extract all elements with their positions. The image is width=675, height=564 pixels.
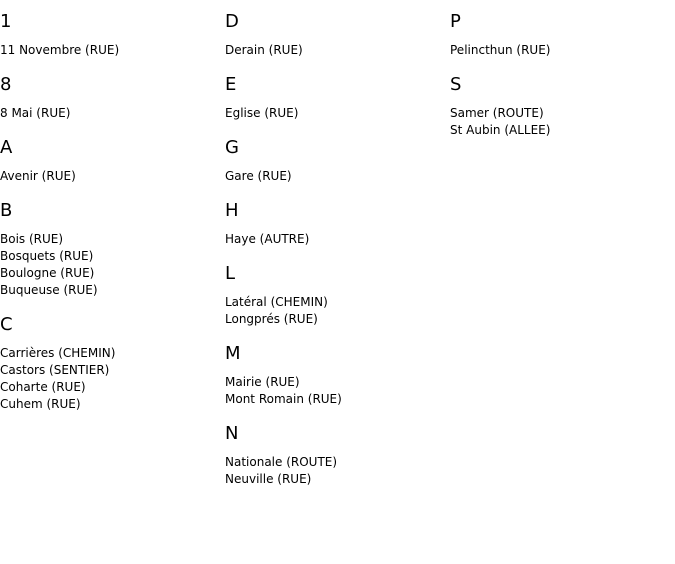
letter-heading: H xyxy=(225,200,239,221)
street-link[interactable]: Derain (RUE) xyxy=(225,43,303,57)
street-list xyxy=(450,105,660,139)
letter-heading: E xyxy=(225,74,237,95)
street-link[interactable]: Pelincthun (RUE) xyxy=(450,43,551,57)
street-list xyxy=(225,105,435,122)
street-link[interactable]: Haye (AUTRE) xyxy=(225,232,310,246)
street-link[interactable]: Nationale (ROUTE) xyxy=(225,455,338,469)
street-link[interactable]: Bois (RUE) xyxy=(0,232,64,246)
letter-heading: A xyxy=(0,137,13,158)
letter-group xyxy=(225,12,435,59)
letter-heading: P xyxy=(450,11,461,32)
street-link[interactable]: Latéral (CHEMIN) xyxy=(225,295,328,309)
street-link[interactable]: Samer (ROUTE) xyxy=(450,106,544,120)
street-link[interactable]: Longprés (RUE) xyxy=(225,312,318,326)
street-link[interactable]: Boulogne (RUE) xyxy=(0,266,95,280)
street-list xyxy=(225,374,435,408)
street-list xyxy=(0,42,210,59)
letter-group xyxy=(225,75,435,122)
street-list xyxy=(225,454,435,488)
street-list xyxy=(225,294,435,328)
street-list xyxy=(0,345,210,413)
letter-heading: N xyxy=(225,423,239,444)
letter-group xyxy=(0,12,210,59)
street-column-2 xyxy=(225,0,435,488)
letter-heading: M xyxy=(225,343,241,364)
street-list xyxy=(0,105,210,122)
street-link[interactable]: Eglise (RUE) xyxy=(225,106,299,120)
street-link[interactable]: St Aubin (ALLEE) xyxy=(450,123,551,137)
letter-group xyxy=(0,201,210,299)
street-link[interactable]: Carrières (CHEMIN) xyxy=(0,346,116,360)
letter-group xyxy=(225,201,435,248)
letter-group xyxy=(225,424,435,488)
street-column-3 xyxy=(450,0,660,139)
street-list xyxy=(0,168,210,185)
letter-group xyxy=(225,264,435,328)
letter-heading: C xyxy=(0,314,13,335)
street-link[interactable]: Cuhem (RUE) xyxy=(0,397,81,411)
street-link[interactable]: Mairie (RUE) xyxy=(225,375,300,389)
street-list xyxy=(0,231,210,299)
letter-heading: 8 xyxy=(0,74,12,95)
street-list xyxy=(225,231,435,248)
letter-heading: S xyxy=(450,74,462,95)
letter-group xyxy=(450,75,660,139)
street-list xyxy=(450,42,660,59)
letter-group xyxy=(450,12,660,59)
letter-group xyxy=(0,315,210,413)
letter-heading: B xyxy=(0,200,13,221)
letter-heading: G xyxy=(225,137,239,158)
street-link[interactable]: Castors (SENTIER) xyxy=(0,363,110,377)
street-list xyxy=(225,42,435,59)
letter-heading: 1 xyxy=(0,11,12,32)
letter-group xyxy=(0,138,210,185)
street-link[interactable]: Avenir (RUE) xyxy=(0,169,76,183)
letter-heading: L xyxy=(225,263,236,284)
street-link[interactable]: Coharte (RUE) xyxy=(0,380,86,394)
street-link[interactable]: Bosquets (RUE) xyxy=(0,249,94,263)
street-column-1 xyxy=(0,0,210,413)
street-link[interactable]: Buqueuse (RUE) xyxy=(0,283,98,297)
street-link[interactable]: 11 Novembre (RUE) xyxy=(0,43,120,57)
letter-heading: D xyxy=(225,11,239,32)
letter-group xyxy=(225,138,435,185)
street-link[interactable]: Mont Romain (RUE) xyxy=(225,392,342,406)
letter-group xyxy=(225,344,435,408)
letter-group xyxy=(0,75,210,122)
street-link[interactable]: 8 Mai (RUE) xyxy=(0,106,71,120)
street-list xyxy=(225,168,435,185)
street-link[interactable]: Neuville (RUE) xyxy=(225,472,312,486)
street-link[interactable]: Gare (RUE) xyxy=(225,169,292,183)
